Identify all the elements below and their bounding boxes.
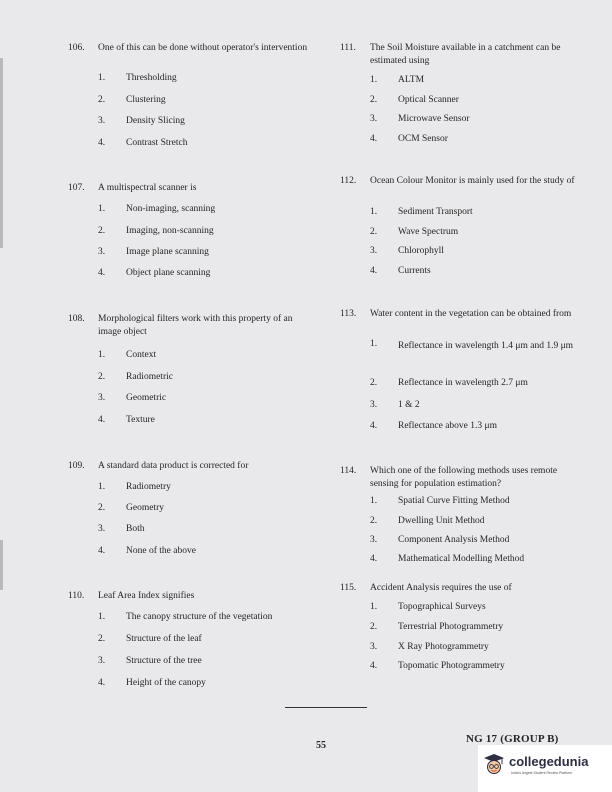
option-text: Height of the canopy <box>126 678 206 688</box>
option-number: 3. <box>370 642 378 652</box>
option-text: Currents <box>398 266 431 276</box>
option-text: Radiometric <box>126 372 173 382</box>
option-text: Texture <box>126 415 155 425</box>
option-text: Optical Scanner <box>398 95 459 105</box>
option <box>98 611 272 624</box>
question-107 <box>68 182 318 195</box>
question-text: The Soil Moisture available in a catchment can be estimated using <box>370 43 561 66</box>
option <box>98 633 202 646</box>
option-number: 3. <box>370 535 378 545</box>
option <box>370 495 510 508</box>
option-number: 3. <box>370 114 378 124</box>
question-number: 114. <box>340 466 357 476</box>
option-number: 4. <box>370 661 378 671</box>
paper-code: NG 17 (GROUP B) <box>466 733 559 745</box>
question-number: 112. <box>340 176 357 186</box>
option-text: Structure of the tree <box>126 656 202 666</box>
question-114 <box>340 465 585 490</box>
option-text: Clustering <box>126 95 166 105</box>
option-text: Density Slicing <box>126 116 185 126</box>
option <box>370 94 459 107</box>
option-number: 2. <box>370 95 378 105</box>
option <box>370 113 470 126</box>
option <box>98 349 156 362</box>
option-text: Sediment Transport <box>398 207 473 217</box>
option <box>370 621 503 634</box>
option-number: 1. <box>98 204 106 214</box>
option <box>370 641 489 654</box>
option <box>98 392 166 405</box>
option <box>370 660 505 673</box>
question-106 <box>68 42 318 55</box>
end-divider-line <box>285 707 367 708</box>
option-number: 1. <box>370 602 378 612</box>
option <box>98 72 177 85</box>
option-number: 1. <box>370 339 378 349</box>
option <box>98 225 214 238</box>
collegedunia-watermark <box>478 745 612 792</box>
option-number: 2. <box>98 503 106 513</box>
option-number: 3. <box>98 247 106 257</box>
option-text: Context <box>126 350 157 360</box>
option <box>98 267 210 280</box>
question-text: Water content in the vegetation can be obtained from <box>370 309 572 319</box>
option-number: 2. <box>98 95 106 105</box>
question-text: One of this can be done without operator's intervention <box>98 43 308 53</box>
option-number: 1. <box>370 496 378 506</box>
question-109 <box>68 460 318 473</box>
option <box>98 115 185 128</box>
option-number: 2. <box>98 226 106 236</box>
option-text: The canopy structure of the vegetation <box>126 612 273 622</box>
option-text: Reflectance above 1.3 μm <box>398 421 497 431</box>
option-text: Microwave Sensor <box>398 114 470 124</box>
option-number: 3. <box>98 524 106 534</box>
option-number: 2. <box>98 372 106 382</box>
option-number: 1. <box>98 73 106 83</box>
question-115 <box>340 582 585 595</box>
option-text: Object plane scanning <box>126 268 211 278</box>
option-number: 4. <box>98 138 106 148</box>
option-text: Both <box>126 524 145 534</box>
option <box>370 245 444 258</box>
question-number: 115. <box>340 583 357 593</box>
option-number: 4. <box>98 268 106 278</box>
option <box>98 371 173 384</box>
question-text: Ocean Colour Monitor is mainly used for the study of <box>370 176 575 186</box>
question-number: 106. <box>68 43 85 53</box>
option <box>98 137 187 150</box>
option-number: 4. <box>370 554 378 564</box>
option <box>98 414 155 427</box>
option-number: 4. <box>98 415 106 425</box>
option <box>370 265 431 278</box>
option <box>98 94 166 107</box>
option-number: 3. <box>98 116 106 126</box>
option <box>98 523 144 536</box>
option-text: X Ray Photogrammetry <box>398 642 489 652</box>
option-text: Mathematical Modelling Method <box>398 554 525 564</box>
option <box>98 655 202 668</box>
option <box>98 246 209 259</box>
option-number: 2. <box>370 227 378 237</box>
question-text: A multispectral scanner is <box>98 183 197 193</box>
option-text: Radiometry <box>126 482 171 492</box>
option <box>98 677 206 690</box>
option <box>370 553 524 566</box>
option-text: Topomatic Photogrammetry <box>398 661 505 671</box>
option <box>370 74 424 87</box>
graduate-mascot-icon <box>483 753 505 775</box>
option-number: 1. <box>370 75 378 85</box>
option-text: Spatial Curve Fitting Method <box>398 496 510 506</box>
option-text: Dwelling Unit Method <box>398 516 485 526</box>
option-text: Chlorophyll <box>398 246 444 256</box>
question-112 <box>340 175 585 188</box>
option-text: Reflectance in wavelength 1.4 μm and 1.9 μm <box>398 341 574 351</box>
option-text: Reflectance in wavelength 2.7 μm <box>398 378 528 388</box>
option-number: 4. <box>370 134 378 144</box>
option-text: Component Analysis Method <box>398 535 510 545</box>
question-number: 113. <box>340 309 357 319</box>
option-number: 4. <box>98 546 106 556</box>
option <box>98 545 196 558</box>
scan-edge-shadow <box>0 540 3 590</box>
option-text: Geometric <box>126 393 167 403</box>
question-number: 107. <box>68 183 85 193</box>
option-text: Image plane scanning <box>126 247 209 257</box>
question-111 <box>340 42 585 67</box>
option-number: 3. <box>370 400 378 410</box>
question-number: 109. <box>68 461 85 471</box>
option-number: 2. <box>370 516 378 526</box>
question-number: 110. <box>68 591 85 601</box>
option-number: 3. <box>370 246 378 256</box>
question-113 <box>340 308 585 321</box>
option-number: 2. <box>370 622 378 632</box>
option-text: Wave Spectrum <box>398 227 459 237</box>
option-text: Thresholding <box>126 73 177 83</box>
option <box>98 203 215 216</box>
question-108 <box>68 313 318 338</box>
option-text: Topographical Surveys <box>398 602 486 612</box>
brand-name: collegedunia <box>509 754 589 769</box>
option-number: 1. <box>370 207 378 217</box>
option-number: 1. <box>98 482 106 492</box>
option-text: Structure of the leaf <box>126 634 202 644</box>
question-text: Morphological filters work with this property of an image object <box>98 314 293 337</box>
option-number: 3. <box>98 656 106 666</box>
option-number: 1. <box>98 612 106 622</box>
option-text: OCM Sensor <box>398 134 448 144</box>
option-text: Geometry <box>126 503 164 513</box>
option <box>370 226 458 239</box>
option <box>370 515 485 528</box>
question-text: A standard data product is corrected for <box>98 461 249 471</box>
option-number: 2. <box>370 378 378 388</box>
question-number: 108. <box>68 314 85 324</box>
question-110 <box>68 590 318 603</box>
option <box>370 534 509 547</box>
option <box>98 481 171 494</box>
brand-tagline: India's largest Student Review Platform <box>511 771 572 775</box>
option-text: 1 & 2 <box>398 400 420 410</box>
option-text: Imaging, non-scanning <box>126 226 214 236</box>
question-number: 111. <box>340 43 356 53</box>
option-number: 4. <box>370 421 378 431</box>
option <box>370 601 486 614</box>
question-text: Accident Analysis requires the use of <box>370 583 512 593</box>
option <box>370 338 582 355</box>
option-text: Terrestrial Photogrammetry <box>398 622 504 632</box>
option-number: 4. <box>370 266 378 276</box>
option-number: 1. <box>98 350 106 360</box>
page-number: 55 <box>316 740 326 751</box>
option <box>370 206 473 219</box>
option <box>98 502 164 515</box>
option-text: Contrast Stretch <box>126 138 188 148</box>
option <box>370 133 448 146</box>
option-number: 3. <box>98 393 106 403</box>
option <box>370 420 497 433</box>
option-number: 2. <box>98 634 106 644</box>
option <box>370 377 528 390</box>
option-number: 4. <box>98 678 106 688</box>
question-text: Leaf Area Index signifies <box>98 591 195 601</box>
question-text: Which one of the following methods uses remote sensing for population estimation? <box>370 466 558 489</box>
option-text: Non-imaging, scanning <box>126 204 216 214</box>
option-text: None of the above <box>126 546 196 556</box>
scan-edge-shadow <box>0 58 3 248</box>
option <box>370 399 420 412</box>
option-text: ALTM <box>398 75 425 85</box>
